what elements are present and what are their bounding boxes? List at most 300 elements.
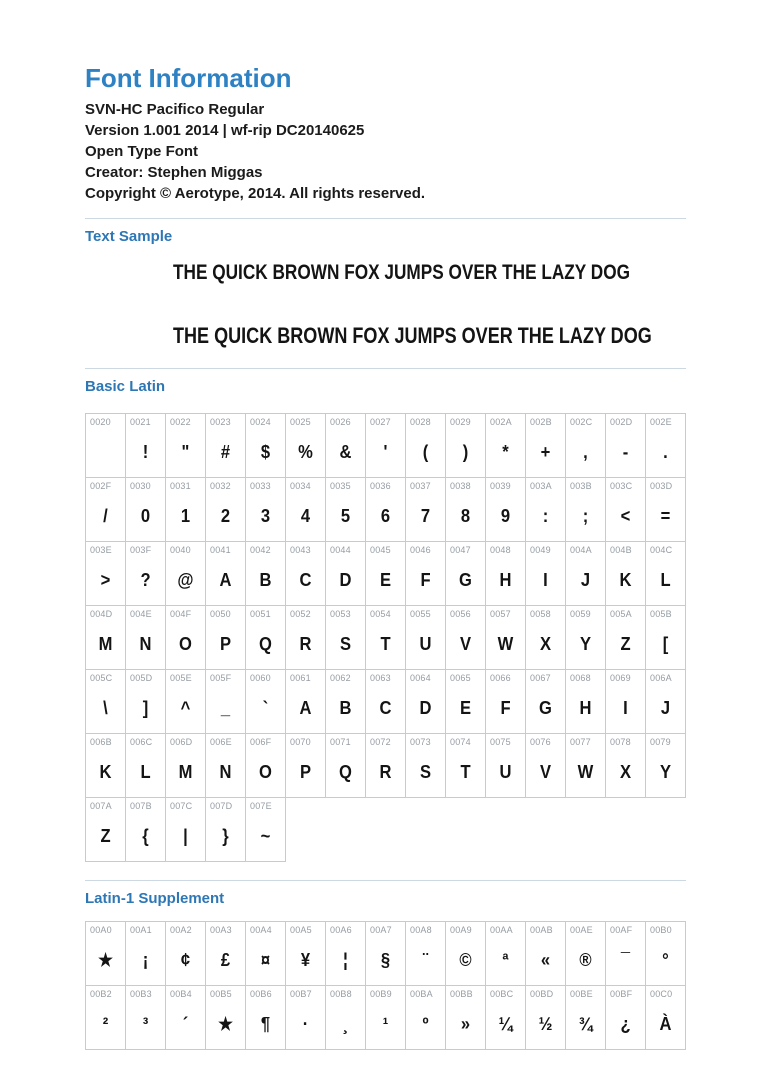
font-name: SVN-HC Pacifico Regular [85,101,265,118]
glyph-cell [85,477,126,542]
glyph-cell [605,669,646,734]
glyph-cell [445,477,486,542]
glyph: A [219,569,232,590]
glyph-cell [525,669,566,734]
codepoint-label: 0042 [250,545,271,555]
codepoint-label: 0037 [410,481,431,491]
codepoint-label: 0054 [370,609,391,619]
glyph: < [620,505,631,526]
codepoint-label: 00BA [410,989,433,999]
glyph: ° [662,949,669,970]
codepoint-label: 0072 [370,737,391,747]
glyph: : [542,505,549,526]
codepoint-label: 00AB [530,925,553,935]
text-sample-line-2: THE QUICK BROWN FOX JUMPS OVER THE LAZY DOG [173,323,652,348]
font-creator: Creator: Stephen Miggas [85,164,263,181]
glyph: J [580,569,591,590]
glyph: 3 [260,505,271,526]
glyph-cell [285,985,326,1050]
text-sample-line-1: THE QUICK BROWN FOX JUMPS OVER THE LAZY DOG [173,261,630,284]
glyph: I [543,569,548,590]
glyph: " [181,441,190,462]
glyph-cell [125,733,166,798]
glyph: ¿ [620,1013,631,1034]
glyph: # [220,441,231,462]
codepoint-label: 005A [610,609,632,619]
glyph: Y [579,633,592,654]
glyph-cell [405,669,446,734]
codepoint-label: 00B4 [170,989,192,999]
codepoint-label: 0035 [330,481,351,491]
glyph-cell [325,605,366,670]
glyph: 6 [380,505,391,526]
glyph: ¡ [142,949,149,970]
glyph: 0 [140,505,151,526]
glyph-cell [245,669,286,734]
glyph: Z [100,825,111,846]
glyph-cell [365,733,406,798]
glyph-cell [485,477,526,542]
codepoint-label: 00B6 [250,989,272,999]
font-info-block [85,99,686,204]
codepoint-label: 007E [250,801,272,811]
glyph-cell [525,985,566,1050]
glyph: ¹ [382,1013,389,1034]
glyph: ' [383,441,388,462]
glyph: ¤ [260,949,271,970]
codepoint-label: 0077 [570,737,591,747]
glyph: À [659,1013,672,1034]
glyph: N [139,633,152,654]
glyph: . [663,441,668,462]
glyph-cell [605,605,646,670]
glyph: F [420,569,431,590]
codepoint-label: 007B [130,801,152,811]
codepoint-label: 005C [90,673,113,683]
glyph: ¢ [180,949,191,970]
glyph-cell [485,413,526,478]
codepoint-label: 0055 [410,609,431,619]
codepoint-label: 0048 [490,545,511,555]
codepoint-label: 003B [570,481,592,491]
glyph: ´ [182,1013,189,1034]
glyph: % [298,441,313,462]
codepoint-label: 0032 [210,481,231,491]
glyph [88,414,124,477]
glyph-cell [85,985,126,1050]
glyph: | [183,825,188,846]
codepoint-label: 00A1 [130,925,152,935]
glyph-cell [405,605,446,670]
codepoint-label: 0067 [530,673,551,683]
glyph: E [459,697,472,718]
codepoint-label: 004F [170,609,192,619]
glyph: D [419,697,432,718]
glyph-cell [645,733,686,798]
glyph-cell [365,477,406,542]
codepoint-label: 0046 [410,545,431,555]
codepoint-label: 0059 [570,609,591,619]
glyph: ~ [260,825,271,846]
codepoint-label: 00C0 [650,989,673,999]
glyph-cell [285,921,326,986]
glyph-cell [125,541,166,606]
glyph-cell [85,921,126,986]
glyph: A [299,697,312,718]
codepoint-label: 006D [170,737,193,747]
glyph-cell [85,413,126,478]
latin1-supplement-glyph-table [85,921,687,1050]
codepoint-label: 004B [610,545,632,555]
codepoint-label: 00AE [570,925,593,935]
glyph-cell [125,477,166,542]
glyph-cell [165,413,206,478]
glyph-cell [485,921,526,986]
codepoint-label: 006E [210,737,232,747]
glyph-cell [485,605,526,670]
glyph-cell [85,541,126,606]
codepoint-label: 0073 [410,737,431,747]
glyph-cell [445,413,486,478]
glyph: I [623,697,628,718]
glyph: \ [103,697,108,718]
codepoint-label: 005B [650,609,672,619]
glyph-cell [205,733,246,798]
glyph: S [339,633,352,654]
glyph-cell [525,605,566,670]
glyph-cell [125,985,166,1050]
glyph-cell [565,605,606,670]
glyph: J [660,697,671,718]
codepoint-label: 00A7 [370,925,392,935]
glyph: 2 [220,505,231,526]
glyph-cell [325,669,366,734]
glyph: } [222,825,229,846]
codepoint-label: 0070 [290,737,311,747]
glyph-cell [565,413,606,478]
glyph: § [380,949,391,970]
glyph-cell [525,477,566,542]
glyph-cell [365,921,406,986]
glyph-cell [605,733,646,798]
codepoint-label: 0068 [570,673,591,683]
codepoint-label: 004C [650,545,673,555]
codepoint-label: 003C [610,481,633,491]
glyph-cell [605,541,646,606]
codepoint-label: 002A [490,417,512,427]
glyph: ★ [218,1013,233,1034]
glyph-cell [285,477,326,542]
glyph: Z [620,633,631,654]
glyph: ¸ [342,1013,349,1034]
codepoint-label: 0074 [450,737,471,747]
codepoint-label: 0022 [170,417,191,427]
codepoint-label: 0051 [250,609,271,619]
glyph-cell [565,733,606,798]
glyph: * [502,441,509,462]
glyph: C [299,569,312,590]
glyph: O [179,633,192,654]
glyph: K [619,569,632,590]
glyph-cell [205,797,246,862]
glyph-cell [405,921,446,986]
codepoint-label: 00A4 [250,925,272,935]
glyph: W [577,761,594,782]
glyph: S [419,761,432,782]
glyph-cell [85,797,126,862]
codepoint-label: 003E [90,545,112,555]
glyph-cell [205,541,246,606]
glyph-cell [525,413,566,478]
codepoint-label: 0060 [250,673,271,683]
glyph: ★ [98,949,113,970]
codepoint-label: 0024 [250,417,271,427]
section-divider [85,880,686,881]
codepoint-label: 0049 [530,545,551,555]
codepoint-label: 007A [90,801,112,811]
glyph: P [219,633,232,654]
glyph: ¶ [260,1013,271,1034]
codepoint-label: 007D [210,801,233,811]
glyph: 5 [340,505,351,526]
codepoint-label: 006A [650,673,672,683]
glyph-cell [605,477,646,542]
glyph-cell [165,669,206,734]
glyph: K [99,761,112,782]
codepoint-label: 0029 [450,417,471,427]
glyph-cell [485,985,526,1050]
glyph-cell [285,541,326,606]
glyph: ) [462,441,469,462]
codepoint-label: 003A [530,481,552,491]
codepoint-label: 003F [130,545,152,555]
codepoint-label: 00AF [610,925,633,935]
codepoint-label: 0025 [290,417,311,427]
codepoint-label: 006C [130,737,153,747]
codepoint-label: 00A8 [410,925,432,935]
codepoint-label: 00BD [530,989,554,999]
glyph-cell [565,921,606,986]
glyph-cell [245,797,286,862]
glyph-cell [525,733,566,798]
codepoint-label: 0038 [450,481,471,491]
glyph: 1 [180,505,191,526]
codepoint-label: 0053 [330,609,351,619]
glyph: R [299,633,312,654]
glyph: © [459,949,472,970]
glyph: ³ [142,1013,149,1034]
codepoint-label: 0063 [370,673,391,683]
glyph: / [103,505,108,526]
codepoint-label: 0043 [290,545,311,555]
codepoint-label: 0040 [170,545,191,555]
glyph-cell [645,669,686,734]
glyph-cell [365,605,406,670]
glyph-cell [365,413,406,478]
codepoint-label: 0062 [330,673,351,683]
glyph-cell [405,985,446,1050]
section-divider [85,368,686,369]
glyph-cell [645,985,686,1050]
glyph-cell [525,921,566,986]
glyph-cell [445,921,486,986]
glyph: ¨ [422,949,429,970]
codepoint-label: 00B2 [90,989,112,999]
codepoint-label: 0031 [170,481,191,491]
glyph: ¯ [620,949,631,970]
glyph-cell [605,413,646,478]
glyph: M [98,633,113,654]
codepoint-label: 007C [170,801,193,811]
glyph: ] [142,697,149,718]
codepoint-label: 00A9 [450,925,472,935]
codepoint-label: 002E [650,417,672,427]
codepoint-label: 0066 [490,673,511,683]
glyph: 8 [460,505,471,526]
glyph: Y [659,761,672,782]
glyph: ² [102,1013,109,1034]
codepoint-label: 0076 [530,737,551,747]
glyph: > [100,569,111,590]
glyph-cell [645,921,686,986]
glyph-cell [205,669,246,734]
glyph-cell [445,985,486,1050]
section-divider [85,218,686,219]
glyph: 9 [500,505,511,526]
glyph-cell [565,985,606,1050]
basic-latin-glyph-table [85,413,687,862]
codepoint-label: 00B0 [650,925,672,935]
glyph-cell [245,413,286,478]
codepoint-label: 0050 [210,609,231,619]
glyph-cell [205,921,246,986]
glyph-cell [365,541,406,606]
glyph: V [539,761,552,782]
glyph-cell [565,477,606,542]
glyph: $ [260,441,271,462]
glyph-cell [645,477,686,542]
codepoint-label: 0041 [210,545,231,555]
glyph-cell [285,669,326,734]
glyph-cell [245,985,286,1050]
glyph-cell [325,541,366,606]
codepoint-label: 00B8 [330,989,352,999]
glyph-cell [125,797,166,862]
glyph: X [619,761,632,782]
codepoint-label: 00B5 [210,989,232,999]
glyph-cell [365,669,406,734]
codepoint-label: 0056 [450,609,471,619]
glyph-cell [525,541,566,606]
codepoint-label: 00A2 [170,925,192,935]
glyph-cell [325,985,366,1050]
codepoint-label: 0023 [210,417,231,427]
glyph-cell [165,733,206,798]
codepoint-label: 00BC [490,989,514,999]
codepoint-label: 0036 [370,481,391,491]
glyph-cell [205,605,246,670]
glyph: T [460,761,471,782]
glyph-cell [245,921,286,986]
glyph-cell [245,733,286,798]
glyph-cell [285,733,326,798]
glyph-cell [285,413,326,478]
glyph: ` [262,697,269,718]
glyph: ( [422,441,429,462]
codepoint-label: 002B [530,417,552,427]
glyph-cell [85,733,126,798]
glyph-cell [85,669,126,734]
codepoint-label: 0061 [290,673,311,683]
glyph-cell [565,669,606,734]
glyph-cell [165,985,206,1050]
codepoint-label: 0079 [650,737,671,747]
glyph-cell [325,921,366,986]
glyph: » [460,1013,471,1034]
page-title: Font Information [85,63,292,93]
glyph-cell [645,541,686,606]
codepoint-label: 0030 [130,481,151,491]
glyph: { [142,825,149,846]
codepoint-label: 00A0 [90,925,112,935]
glyph: = [660,505,671,526]
codepoint-label: 00A3 [210,925,232,935]
codepoint-label: 0027 [370,417,391,427]
glyph-cell [485,669,526,734]
glyph: O [259,761,272,782]
glyph: L [140,761,151,782]
glyph-cell [205,985,246,1050]
font-version: Version 1.001 2014 | wf-rip DC20140625 [85,122,365,139]
glyph-cell [325,413,366,478]
codepoint-label: 002F [90,481,112,491]
glyph: [ [662,633,669,654]
codepoint-label: 006B [90,737,112,747]
glyph: G [539,697,552,718]
glyph-cell [405,541,446,606]
codepoint-label: 0078 [610,737,631,747]
codepoint-label: 0033 [250,481,271,491]
glyph-cell [125,413,166,478]
glyph-cell [285,605,326,670]
glyph: ¦ [343,949,348,970]
glyph: F [500,697,511,718]
glyph: 4 [300,505,311,526]
glyph: H [579,697,592,718]
codepoint-label: 0057 [490,609,511,619]
glyph-cell [165,797,206,862]
glyph: B [259,569,272,590]
glyph: ª [502,949,509,970]
glyph-cell [565,541,606,606]
glyph: ® [579,949,592,970]
glyph: « [540,949,551,970]
glyph-cell [245,605,286,670]
codepoint-label: 005E [170,673,192,683]
glyph: G [459,569,472,590]
glyph-cell [405,733,446,798]
glyph-cell [165,605,206,670]
codepoint-label: 00AA [490,925,513,935]
section-heading-text-sample: Text Sample [85,228,173,245]
glyph: M [178,761,193,782]
glyph: · [302,1013,309,1034]
font-type: Open Type Font [85,143,199,160]
glyph: ½ [538,1013,553,1034]
glyph-cell [365,985,406,1050]
codepoint-label: 0020 [90,417,111,427]
codepoint-label: 005F [210,673,232,683]
